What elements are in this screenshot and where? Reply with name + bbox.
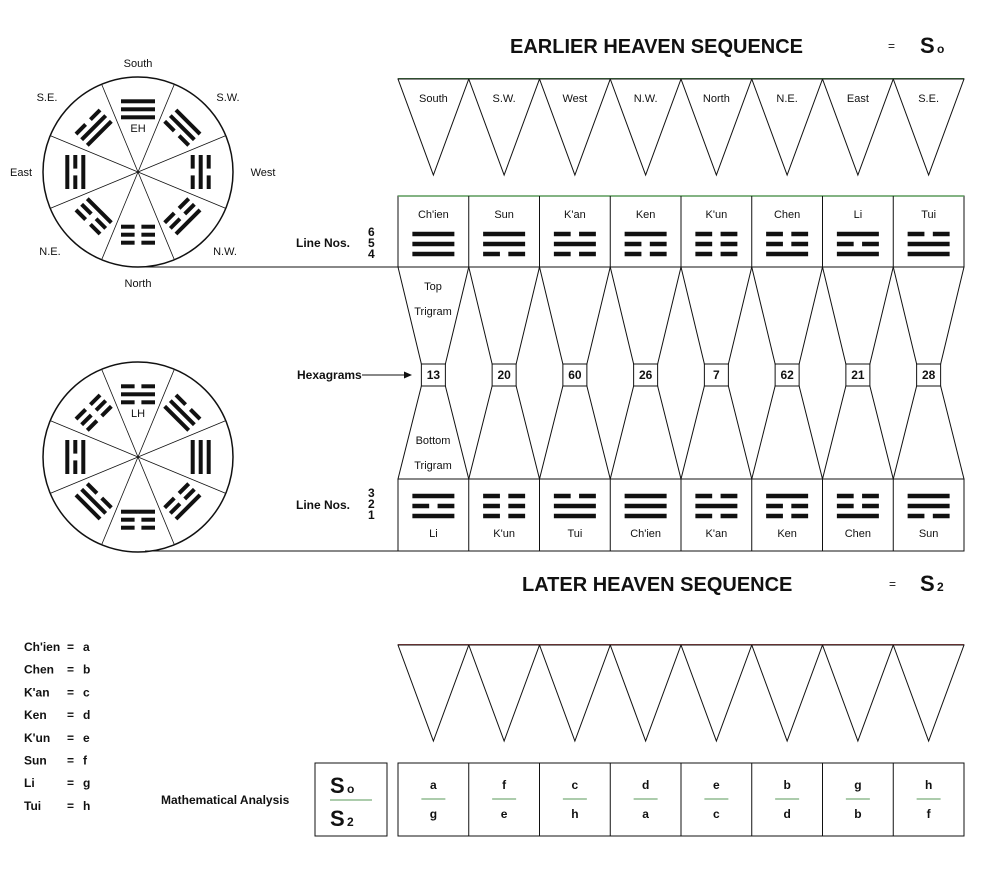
bottom-trigram-name: Chen (844, 528, 872, 540)
lh-trigram-slot (121, 384, 155, 404)
fraction-numerator: d (641, 778, 650, 792)
lh-trigram-slot (163, 394, 201, 432)
fraction-numerator: g (854, 778, 862, 792)
top-trigram-table (398, 196, 964, 267)
eh-trigram-slot (65, 155, 85, 189)
trigram-letter-legend (24, 640, 90, 813)
top-trigram-name: Tui (921, 209, 937, 221)
bottom-trigram-gen (766, 494, 808, 519)
later-eq-sign: = (889, 577, 897, 591)
top-trigram-kun (695, 232, 737, 257)
eh-dir-nw: N.W. (213, 246, 237, 258)
eh-dir-south: South (123, 58, 153, 70)
legend-row (24, 754, 88, 768)
lh-trigram-qian (191, 440, 211, 474)
later-heaven-title: LATER HEAVEN SEQUENCE (522, 574, 793, 596)
legend-trigram-name: Ken (24, 708, 47, 723)
hexagram-number: 28 (921, 368, 936, 382)
lh-trigram-dui (163, 394, 201, 432)
top-trigram-label-2: Trigram (414, 306, 452, 318)
hourglass-top (610, 267, 681, 364)
hourglass-bottom (681, 386, 752, 479)
eh-trigram-gen (163, 197, 201, 235)
legend-trigram-name: Sun (24, 753, 47, 768)
s0-subscript: o (937, 42, 945, 56)
hexagrams-arrow-icon (404, 372, 412, 379)
line-no-6: 6 (368, 225, 375, 239)
legend-row (24, 685, 90, 699)
box-s2-symbol: S (330, 806, 345, 831)
fraction-denominator: b (854, 807, 862, 821)
math-analysis-label: Mathematical Analysis (161, 793, 290, 807)
legend-row (24, 799, 90, 813)
box-s0-subscript: o (347, 782, 355, 796)
line-no-1: 1 (368, 508, 375, 522)
hourglass-top (681, 267, 752, 364)
top-direction-label: North (702, 93, 730, 105)
lower-triangle (469, 645, 540, 741)
legend-equals: = (67, 708, 75, 723)
legend-equals: = (67, 730, 75, 745)
box-s2-subscript: 2 (347, 815, 354, 829)
lower-triangle (893, 645, 964, 741)
hourglass-bottom (823, 386, 894, 479)
legend-equals: = (67, 776, 75, 791)
top-direction-label: S.E. (918, 93, 940, 105)
s2-symbol: S (920, 571, 935, 596)
legend-row (24, 663, 90, 677)
eh-trigram-slot (163, 109, 201, 147)
lh-trigram-li (65, 440, 85, 474)
lh-trigram-slot (163, 482, 201, 520)
hexagram-number: 7 (713, 368, 720, 382)
legend-equals: = (67, 640, 75, 654)
bottom-trigram-zhen (837, 494, 879, 519)
eh-trigram-kan (191, 155, 211, 189)
hourglass-bottom (540, 386, 611, 479)
bottom-trigram-name: K'an (705, 528, 728, 540)
lower-triangle (681, 645, 752, 741)
top-direction-triangles (398, 79, 964, 175)
eh-dir-sw: S.W. (216, 92, 240, 104)
lh-trigram-slot (191, 440, 211, 474)
fraction-numerator: b (783, 778, 791, 792)
lh-trigram-slot (121, 510, 155, 530)
legend-letter: c (83, 685, 90, 700)
fraction-denominator: h (571, 807, 579, 821)
hourglass-top (469, 267, 540, 364)
top-trigram-name: Chen (773, 209, 801, 221)
top-trigram-zhen (766, 232, 808, 257)
eh-center-label: EH (130, 123, 146, 135)
lh-trigram-xun (75, 482, 113, 520)
eh-dir-north: North (124, 278, 152, 290)
legend-equals: = (67, 685, 75, 700)
legend-trigram-name: Ch'ien (24, 640, 61, 654)
legend-trigram-name: Chen (24, 662, 54, 677)
lower-triangle (540, 645, 611, 741)
lh-trigram-kan (121, 384, 155, 404)
lh-center-label: LH (130, 408, 146, 420)
top-trigram-name: K'un (705, 209, 728, 221)
eh-trigram-slot (121, 225, 155, 245)
legend-equals: = (67, 662, 75, 677)
later-heaven-circle (43, 362, 233, 552)
hourglass-top (752, 267, 823, 364)
top-trigram-li (837, 232, 879, 257)
top-trigram-qian (412, 232, 454, 257)
lh-trigram-gen (163, 482, 201, 520)
eh-trigram-xun (163, 109, 201, 147)
top-trigram-dui (908, 232, 950, 257)
eh-trigram-slot (191, 155, 211, 189)
lower-triangle (610, 645, 681, 741)
line-nos-bottom-label: Line Nos. (296, 498, 351, 512)
bottom-trigram-kun (483, 494, 525, 519)
line-no-3: 3 (368, 486, 375, 500)
eh-trigram-qian (121, 99, 155, 119)
earlier-heaven-title: EARLIER HEAVEN SEQUENCE (510, 36, 804, 58)
hexagram-number: 60 (568, 368, 582, 382)
top-direction-label: N.E. (776, 93, 798, 105)
top-trigram-gen (625, 232, 667, 257)
top-direction-label: East (846, 93, 869, 105)
legend-row (24, 640, 90, 654)
legend-trigram-name: Li (24, 776, 35, 791)
eh-dir-ne: N.E. (39, 246, 61, 258)
fraction-denominator: c (713, 807, 720, 821)
hourglass-bottom (893, 386, 964, 479)
hourglass-top (540, 267, 611, 364)
bottom-trigram-label-2: Trigram (414, 460, 452, 472)
fraction-table (398, 763, 964, 836)
box-s0-symbol: S (330, 773, 345, 798)
fraction-numerator: f (502, 778, 507, 792)
bottom-trigram-xun (908, 494, 950, 519)
fraction-numerator: h (924, 778, 933, 792)
legend-row (24, 731, 90, 745)
hourglass-bottom (752, 386, 823, 479)
bottom-trigram-name: Ch'ien (630, 528, 662, 540)
fraction-denominator: e (500, 807, 508, 821)
hexagram-number: 62 (780, 368, 794, 382)
line-no-4: 4 (368, 247, 375, 261)
fraction-denominator: d (783, 807, 791, 821)
hexagram-hourglass (398, 267, 964, 479)
eh-trigram-dui (75, 109, 113, 147)
legend-letter: b (83, 662, 91, 677)
top-trigram-xun (483, 232, 525, 257)
legend-trigram-name: K'un (24, 730, 51, 745)
bottom-trigram-qian (625, 494, 667, 519)
hexagram-number: 20 (497, 368, 511, 382)
fraction-numerator: a (430, 778, 437, 792)
bottom-trigram-kan (695, 494, 737, 519)
top-direction-label: West (562, 93, 588, 105)
earlier-heaven-circle (43, 77, 233, 267)
earlier-eq-sign: = (888, 39, 896, 53)
fraction-denominator: a (642, 807, 649, 821)
top-trigram-name: Li (853, 209, 863, 221)
fraction-numerator: c (571, 778, 579, 792)
s2-subscript: 2 (937, 580, 944, 594)
legend-row (24, 776, 90, 790)
s0-symbol: S (920, 33, 935, 58)
eh-trigram-kun (121, 225, 155, 245)
bottom-trigram-name: Sun (918, 528, 939, 540)
eh-trigram-zhen (75, 197, 113, 235)
eh-dir-se: S.E. (36, 92, 58, 104)
eh-trigram-slot (163, 197, 201, 235)
hourglass-top (893, 267, 964, 364)
top-trigram-kan (554, 232, 596, 257)
lower-triangle (823, 645, 894, 741)
bottom-trigram-name: Ken (777, 528, 797, 540)
line-nos-top-label: Line Nos. (296, 236, 351, 250)
line-no-2: 2 (368, 497, 375, 511)
hexagrams-label: Hexagrams (297, 368, 362, 382)
hourglass-bottom (469, 386, 540, 479)
hexagram-number: 21 (851, 368, 865, 382)
hourglass-top (823, 267, 894, 364)
fraction-numerator: e (713, 778, 720, 792)
legend-equals: = (67, 753, 75, 768)
lh-trigram-kun (75, 394, 113, 432)
bottom-trigram-name: Tui (567, 528, 583, 540)
legend-trigram-name: K'an (24, 685, 50, 700)
bottom-trigram-dui (554, 494, 596, 519)
lh-trigram-slot (65, 440, 85, 474)
legend-equals: = (67, 798, 75, 813)
eh-trigram-slot (75, 109, 113, 147)
top-trigram-name: Ch'ien (417, 209, 449, 221)
eh-trigram-slot (121, 99, 155, 119)
lh-trigram-slot (75, 482, 113, 520)
legend-letter: h (83, 798, 91, 813)
top-trigram-name: Sun (494, 209, 514, 221)
bottom-trigram-table (398, 479, 964, 551)
fraction-denominator: g (429, 807, 438, 821)
lh-trigram-slot (75, 394, 113, 432)
bottom-trigram-name: Li (429, 528, 438, 540)
legend-letter: f (83, 753, 87, 768)
eh-dir-east: East (9, 167, 33, 179)
lower-triangles (398, 645, 964, 741)
top-direction-label: South (419, 93, 448, 105)
legend-letter: d (83, 708, 91, 723)
hourglass-bottom (610, 386, 681, 479)
top-direction-label: N.W. (633, 93, 658, 105)
top-trigram-label-1: Top (424, 281, 442, 293)
legend-letter: e (83, 730, 90, 745)
lower-triangle (398, 645, 469, 741)
legend-row (24, 708, 90, 722)
bottom-trigram-name: K'un (493, 528, 515, 540)
legend-trigram-name: Tui (24, 798, 42, 813)
top-trigram-name: K'an (564, 209, 586, 221)
eh-trigram-li (65, 155, 85, 189)
line-no-5: 5 (368, 236, 375, 250)
legend-letter: g (83, 776, 91, 791)
legend-letter: a (83, 640, 90, 654)
bottom-trigram-li (412, 494, 454, 519)
lower-triangle (752, 645, 823, 741)
hexagram-number: 13 (426, 368, 441, 382)
top-direction-label: S.W. (492, 93, 516, 105)
top-trigram-name: Ken (635, 209, 656, 221)
lh-trigram-zhen (121, 510, 155, 530)
hexagram-number: 26 (638, 368, 653, 382)
eh-trigram-slot (75, 197, 113, 235)
fraction-denominator: f (926, 807, 931, 821)
bottom-trigram-label-1: Bottom (415, 435, 451, 447)
eh-dir-west: West (250, 167, 276, 179)
